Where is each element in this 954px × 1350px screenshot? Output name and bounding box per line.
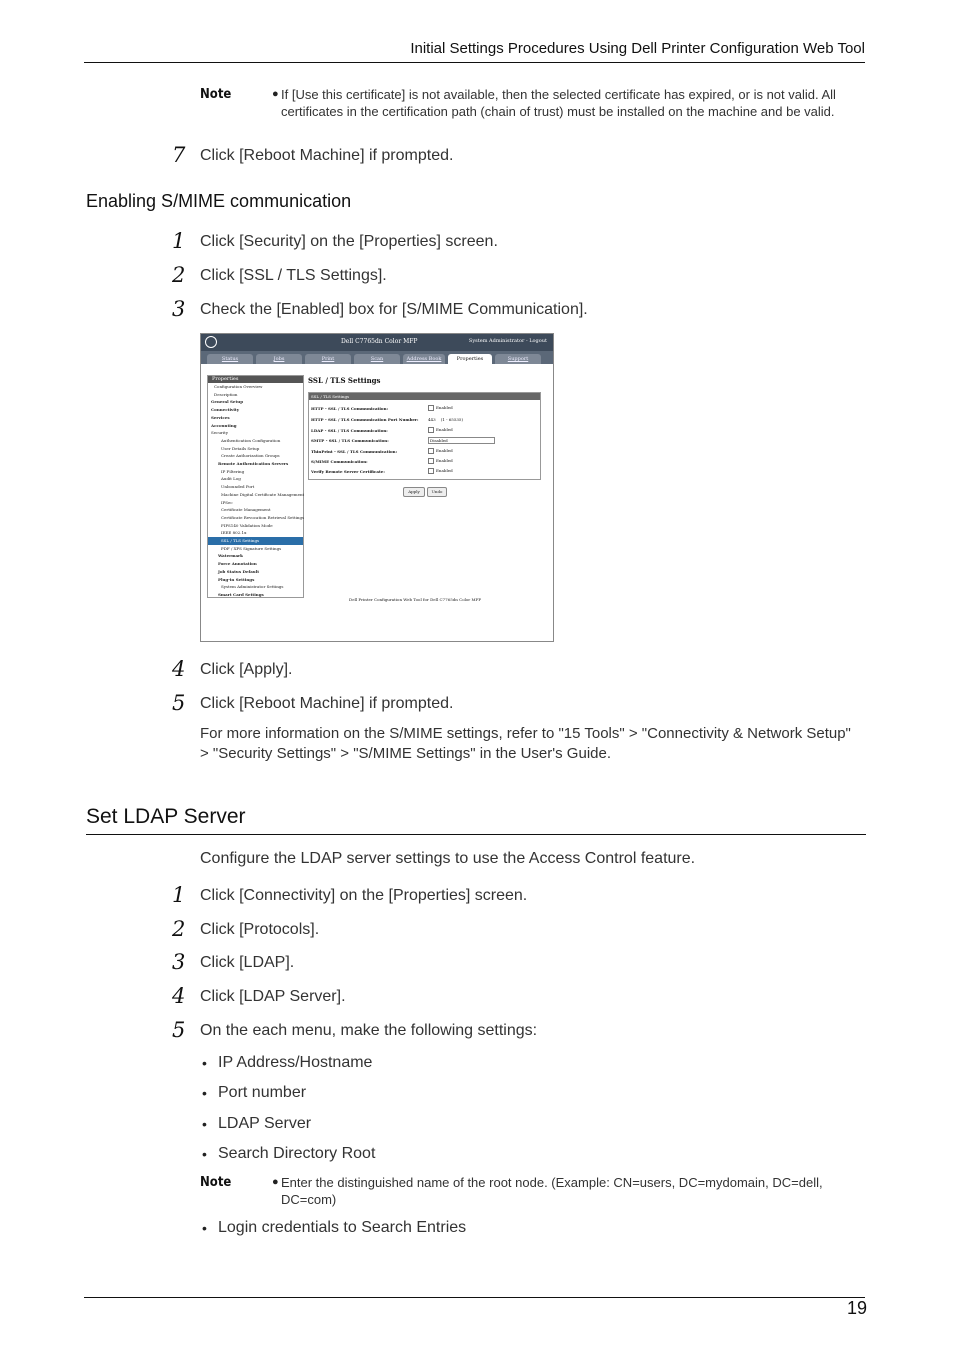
sidebar-item: System Administrator Settings xyxy=(221,584,284,590)
sidebar-item: Configuration Overview xyxy=(214,384,263,389)
step-number: 5 xyxy=(172,691,186,715)
step-number: 1 xyxy=(172,229,186,253)
tab-print: Print xyxy=(305,354,351,364)
checkbox xyxy=(428,468,434,474)
sidebar-item: IP Filtering xyxy=(221,468,245,474)
list-item: Search Directory Root xyxy=(218,1145,376,1162)
sidebar-item: IPSec xyxy=(221,499,233,505)
step-text: Click [Apply]. xyxy=(200,661,293,678)
sidebar-item: User Details Setup xyxy=(221,445,260,451)
sidebar-item: Description xyxy=(214,391,238,397)
tab-address-book: Address Book xyxy=(403,354,445,364)
step-number: 3 xyxy=(172,297,186,321)
bullet-icon: • xyxy=(202,1085,207,1101)
sidebar-item: Certificate Revocation Retrieval Settings xyxy=(221,514,305,520)
step-number: 3 xyxy=(172,950,186,974)
setting-label: SMTP - SSL / TLS Communication: xyxy=(311,438,389,443)
tab-scan: Scan xyxy=(354,354,400,364)
step-number: 2 xyxy=(172,263,186,287)
ssl-tls-settings-screenshot xyxy=(200,333,554,642)
setting-value: Enabled xyxy=(428,405,453,411)
setting-value: Enabled xyxy=(428,427,453,433)
list-item: Port number xyxy=(218,1084,307,1101)
note-text: Enter the distinguished name of the root node. (Example: CN=users, DC=mydomain, DC=dell, DC=com) xyxy=(281,1175,823,1207)
step-text: Click [Security] on the [Properties] screen. xyxy=(200,233,498,250)
setting-label: S/MIME Communication: xyxy=(311,459,368,464)
setting-label: ThinPrint - SSL / TLS Communication: xyxy=(311,449,398,454)
sidebar-item: Create Authorization Groups xyxy=(221,453,280,459)
app-title-bar xyxy=(201,334,553,351)
app-title: Dell C7765dn Color MFP xyxy=(341,338,418,345)
checkbox xyxy=(428,427,434,433)
page-number: 19 xyxy=(846,1298,867,1318)
sidebar-item: Security xyxy=(211,430,228,436)
sidebar-item: General Setup xyxy=(211,399,244,405)
step-number: 5 xyxy=(172,1018,186,1042)
sidebar-item: Connectivity xyxy=(211,407,240,413)
properties-sidebar xyxy=(207,375,304,598)
setting-label: HTTP - SSL / TLS Communication: xyxy=(311,406,388,411)
setting-value: 443 (1 - 65535) xyxy=(428,417,464,422)
note-text: If [Use this certificate] is not available, then the selected certificate has expired, or is not valid. All certificates in the certification path (chain of trust) must be installed on the machine and be valid. xyxy=(281,87,836,119)
list-item: LDAP Server xyxy=(218,1115,312,1132)
sidebar-item: Services xyxy=(211,414,230,420)
note-label: Note xyxy=(200,87,232,102)
bullet-icon: • xyxy=(202,1055,207,1071)
step-text: Check the [Enabled] box for [S/MIME Communication]. xyxy=(200,301,588,318)
sidebar-item: Audit Log xyxy=(221,476,241,482)
bullet-icon: • xyxy=(202,1116,207,1132)
step-text: Click [Protocols]. xyxy=(200,921,320,938)
sidebar-item: PDF / XPS Signature Settings xyxy=(221,545,282,551)
sidebar-item: FIPS140 Validation Mode xyxy=(221,522,273,528)
bullet-icon: ● xyxy=(272,88,279,100)
header-rule xyxy=(84,62,865,63)
step-number: 1 xyxy=(172,883,186,907)
sidebar-item: Watermark xyxy=(218,553,243,559)
tab-support: Support xyxy=(495,354,541,364)
step-text: Click [LDAP Server]. xyxy=(200,988,346,1005)
undo-button: Undo xyxy=(427,487,447,497)
section-heading-smime: Enabling S/MIME communication xyxy=(86,191,352,211)
step-text: Click [Reboot Machine] if prompted. xyxy=(200,695,454,712)
bullet-icon: ● xyxy=(272,1176,279,1188)
bullet-icon: • xyxy=(202,1146,207,1162)
step-text: On the each menu, make the following settings: xyxy=(200,1022,538,1039)
setting-select: Disabled xyxy=(428,437,495,444)
sidebar-item: IEEE 802.1x xyxy=(221,530,247,536)
heading-rule xyxy=(86,834,866,835)
sidebar-item: Unbounded Port xyxy=(221,484,255,490)
tab-bar xyxy=(201,351,553,364)
setting-label: LDAP - SSL / TLS Communication: xyxy=(311,428,388,433)
step-number: 4 xyxy=(172,657,186,681)
tab-status: Status xyxy=(207,354,253,364)
checkbox xyxy=(428,458,434,464)
step-text: Click [Reboot Machine] if prompted. xyxy=(200,147,454,164)
step-text: Click [Connectivity] on the [Properties] screen. xyxy=(200,887,528,904)
apply-button: Apply xyxy=(403,487,425,497)
settings-panel xyxy=(308,392,541,480)
more-info-text: For more information on the S/MIME settings, refer to "15 Tools" > "Connectivity & Network Setup" > "Security Settings" > "S/MIME Settings" in the User's Guide. xyxy=(200,725,851,762)
screenshot-footer: Dell Printer Configuration Web Tool for Dell C7765dn Color MFP xyxy=(349,597,482,602)
sidebar-item: Remote Authentication Servers xyxy=(218,461,289,467)
sidebar-item: Machine Digital Certificate Management xyxy=(221,491,305,497)
checkbox xyxy=(428,405,434,411)
sidebar-item: Force Annotation xyxy=(218,561,257,567)
setting-value: Enabled xyxy=(428,448,453,454)
list-item: IP Address/Hostname xyxy=(218,1054,373,1071)
user-logout: System Administrator - Logout xyxy=(468,338,547,344)
step-text: Click [LDAP]. xyxy=(200,954,295,971)
setting-label: Verify Remote Server Certificate: xyxy=(311,469,385,474)
checkbox xyxy=(428,448,434,454)
sidebar-item: Smart Card Settings xyxy=(218,591,264,597)
sidebar-head: Properties xyxy=(208,376,303,383)
tab-properties: Properties xyxy=(448,354,492,364)
running-header: Initial Settings Procedures Using Dell Printer Configuration Web Tool xyxy=(410,40,865,57)
sidebar-item: Job Status Default xyxy=(218,568,260,574)
setting-value: Enabled xyxy=(428,468,453,474)
note-label: Note xyxy=(200,1175,232,1190)
sidebar-item: Accounting xyxy=(211,422,237,428)
sidebar-item: Certificate Management xyxy=(221,507,271,513)
sidebar-item-selected: SSL / TLS Settings xyxy=(208,537,303,545)
setting-value: Enabled xyxy=(428,458,453,464)
list-item: Login credentials to Search Entries xyxy=(218,1219,467,1236)
dell-logo-icon xyxy=(205,336,217,348)
step-text: Click [SSL / TLS Settings]. xyxy=(200,267,387,284)
tab-jobs: Jobs xyxy=(256,354,302,364)
bullet-icon: • xyxy=(202,1220,207,1236)
sidebar-item: Authentication Configuration xyxy=(221,437,281,443)
ldap-intro: Configure the LDAP server settings to use the Access Control feature. xyxy=(200,850,696,867)
settings-page-title: SSL / TLS Settings xyxy=(308,376,381,385)
settings-section-bar: SSL / TLS Settings xyxy=(309,393,540,400)
step-number: 4 xyxy=(172,984,186,1008)
setting-label: HTTP - SSL / TLS Communication Port Number: xyxy=(311,417,419,422)
step-number: 2 xyxy=(172,917,186,941)
section-heading-ldap: Set LDAP Server xyxy=(86,805,246,828)
sidebar-item: Plug-in Settings xyxy=(218,576,255,582)
step-number: 7 xyxy=(172,143,186,167)
footer-rule xyxy=(84,1297,865,1298)
